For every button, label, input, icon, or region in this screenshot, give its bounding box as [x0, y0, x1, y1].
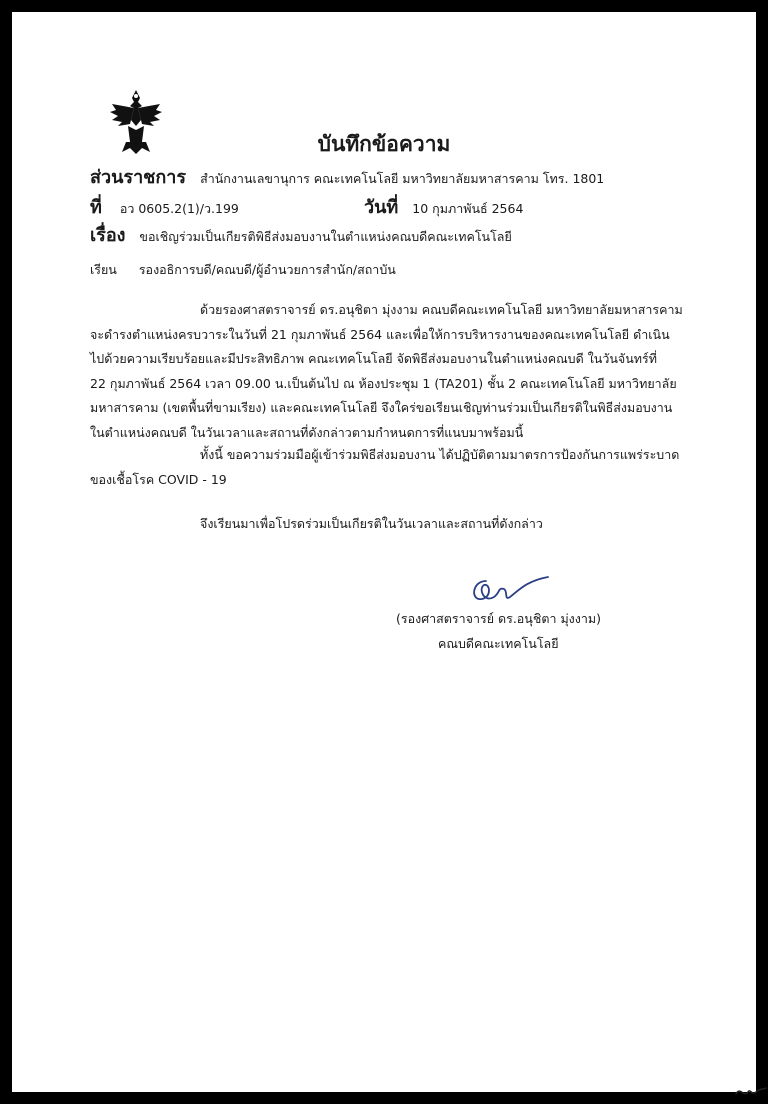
department-label: ส่วนราชการ — [90, 167, 187, 188]
body-line: 22 กุมภาพันธ์ 2564 เวลา 09.00 น.เป็นต้นไป ณ ห้องประชุม 1 (TA201) ชั้น 2 คณะเทคโนโลยี มหาวิทยาลัย — [90, 375, 677, 391]
body-paragraph-1 — [90, 298, 710, 445]
department-value: สำนักงานเลขานุการ คณะเทคโนโลยี มหาวิทยาลัยมหาสารคาม โทร. 1801 — [200, 171, 605, 186]
date-label: วันที่ — [364, 197, 399, 218]
subject-line — [90, 220, 512, 249]
memo-page — [12, 12, 756, 1092]
body-line: ของเชื้อโรค COVID - 19 — [90, 471, 227, 487]
body-paragraph-2 — [90, 443, 710, 492]
closing-line: จึงเรียนมาเพื่อโปรดร่วมเป็นเกียรติในวันเวลาและสถานที่ดังกล่าว — [200, 516, 543, 531]
body-line: มหาสารคาม (เขตพื้นที่ขามเรียง) และคณะเทคโนโลยี จึงใคร่ขอเรียนเชิญท่านร่วมเป็นเกียรติในพิธีส่งมอบงาน — [90, 400, 673, 415]
body-line: ไปด้วยความเรียบร้อยและมีประสิทธิภาพ คณะเทคโนโลยี จัดพิธีส่งมอบงานในตำแหน่งคณบดี ในวันจันทร์ที่ — [90, 351, 657, 366]
body-line: ด้วยรองศาสตราจารย์ ดร.อนุชิตา มุ่งงาม คณบดีคณะเทคโนโลยี มหาวิทยาลัยมหาสารคาม — [200, 302, 683, 317]
subject-value: ขอเชิญร่วมเป็นเกียรติพิธีส่งมอบงานในตำแหน่งคณบดีคณะเทคโนโลยี — [139, 229, 512, 244]
memo-title: บันทึกข้อความ — [317, 132, 451, 156]
handwritten-signature — [464, 567, 554, 612]
initial-mark — [734, 1080, 768, 1100]
reference-label: ที่ — [90, 197, 102, 218]
subject-label: เรื่อง — [90, 225, 126, 246]
date-line — [364, 192, 523, 221]
recipient-value: รองอธิการบดี/คณบดี/ผู้อำนวยการสำนัก/สถาบัน — [138, 262, 396, 277]
signatory-position: คณบดีคณะเทคโนโลยี — [438, 636, 559, 651]
body-line: จะดำรงตำแหน่งครบวาระในวันที่ 21 กุมภาพันธ์ 2564 และเพื่อให้การบริหารงานของคณะเทคโนโลยี ดำเนิน — [90, 326, 670, 342]
department-line — [90, 162, 604, 191]
closing-paragraph — [90, 512, 710, 537]
body-line: ในตำแหน่งคณบดี ในวันเวลาและสถานที่ดังกล่าวตามกำหนดการที่แนบมาพร้อมนี้ — [90, 424, 524, 440]
reference-value: อว 0605.2(1)/ว.199 — [119, 201, 239, 216]
signatory-name: (รองศาสตราจารย์ ดร.อนุชิตา มุ่งงาม) — [396, 611, 602, 626]
recipient-label: เรียน — [90, 262, 117, 277]
body-line: ทั้งนี้ ขอความร่วมมือผู้เข้าร่วมพิธีส่งมอบงาน ได้ปฏิบัติตามมาตรการป้องกันการแพร่ระบาด — [200, 447, 680, 462]
reference-line — [90, 192, 239, 221]
date-value: 10 กุมภาพันธ์ 2564 — [412, 201, 524, 216]
recipient-line — [90, 260, 396, 280]
